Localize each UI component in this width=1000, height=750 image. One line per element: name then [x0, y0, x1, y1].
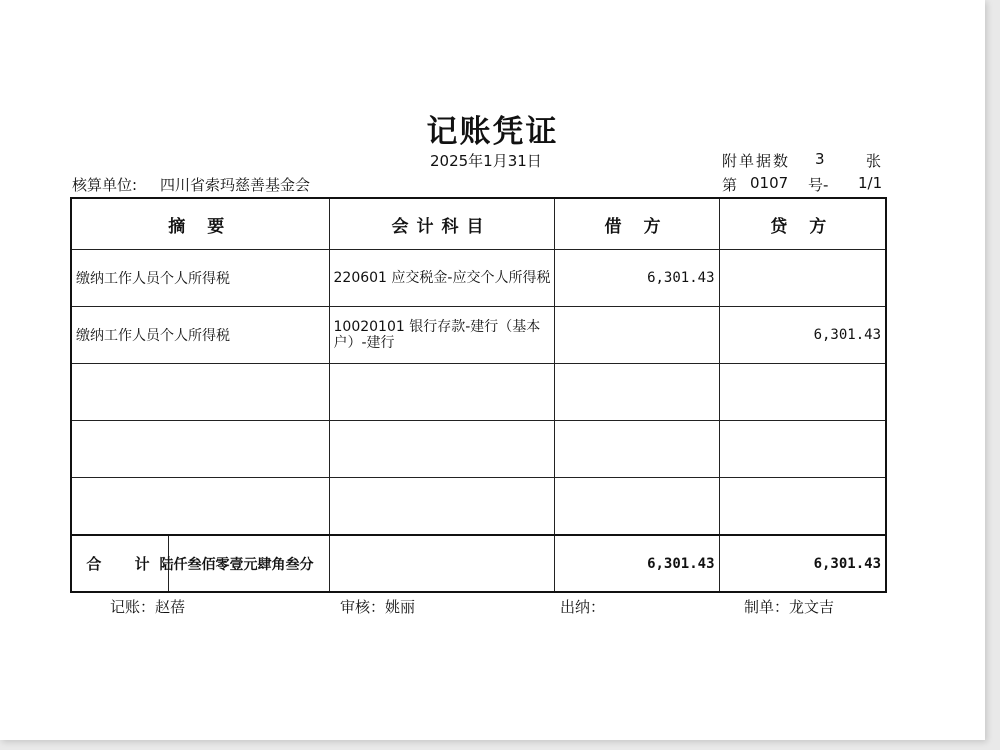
header-account: 会计科目	[329, 198, 554, 250]
signature-reviewer: 审核：姚丽	[340, 598, 416, 616]
table-header-row	[71, 198, 886, 250]
signature-cashier: 出纳：	[560, 598, 606, 616]
total-credit: 6,301.43	[719, 535, 886, 592]
table-row	[71, 364, 886, 421]
row-debit	[554, 307, 719, 364]
voucher-number: 0107	[750, 174, 789, 192]
signature-bookkeeper: 记账：赵蓓	[110, 598, 186, 616]
row-credit	[719, 478, 886, 536]
accounting-unit-value: 四川省索玛慈善基金会	[160, 176, 311, 194]
attachments-label: 附单据数	[722, 152, 791, 170]
total-debit: 6,301.43	[554, 535, 719, 592]
signature-preparer: 制单：龙文吉	[744, 598, 835, 616]
header-summary: 摘 要	[71, 198, 329, 250]
table-row	[71, 250, 886, 307]
attachments-unit: 张	[866, 152, 882, 170]
row-summary	[71, 478, 329, 536]
voucher-table	[70, 197, 887, 593]
header-credit: 贷 方	[719, 198, 886, 250]
row-account: 10020101 银行存款-建行（基本户）-建行	[329, 307, 554, 364]
row-credit	[719, 364, 886, 421]
row-debit	[554, 364, 719, 421]
row-debit	[554, 478, 719, 536]
row-account	[329, 478, 554, 536]
table-row	[71, 307, 886, 364]
total-amount-in-words	[159, 535, 554, 592]
row-summary	[71, 364, 329, 421]
row-debit: 6,301.43	[554, 250, 719, 307]
table-row	[71, 421, 886, 478]
total-label: 合 计	[72, 536, 169, 591]
accounting-unit-label: 核算单位:	[72, 176, 138, 194]
row-credit	[719, 421, 886, 478]
voucher-number-suffix: 号-	[808, 176, 829, 194]
voucher-page: 1/1	[858, 174, 883, 192]
total-row	[71, 535, 886, 592]
row-account	[329, 421, 554, 478]
row-summary: 缴纳工作人员个人所得税	[71, 307, 329, 364]
row-debit	[554, 421, 719, 478]
row-credit	[719, 250, 886, 307]
voucher-number-prefix: 第	[722, 176, 738, 194]
row-summary	[71, 421, 329, 478]
row-account: 220601 应交税金-应交个人所得税	[329, 250, 554, 307]
voucher-date: 2025年1月31日	[430, 152, 542, 170]
row-summary: 缴纳工作人员个人所得税	[71, 250, 329, 307]
voucher-title: 记账凭证	[426, 114, 559, 150]
header-debit: 借 方	[554, 198, 719, 250]
row-account	[329, 364, 554, 421]
row-credit: 6,301.43	[719, 307, 886, 364]
attachments-count: 3	[815, 150, 825, 168]
table-row	[71, 478, 886, 536]
total-amount-in-words-text: 陆仟叁佰零壹元肆角叁分	[159, 556, 314, 573]
